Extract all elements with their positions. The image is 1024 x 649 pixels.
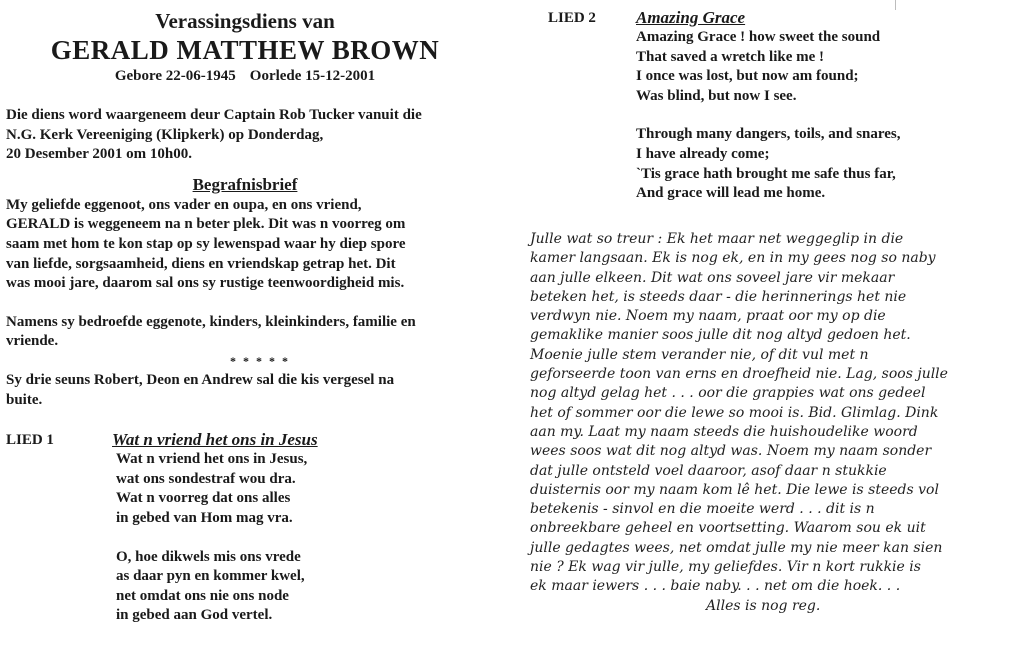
poem-line: kamer langsaan. Ek is nog ek, en in my gees nog so naby bbox=[530, 250, 936, 267]
poem-line: julle gedagtes wees, net omdat julle my nie meer kan sien bbox=[530, 539, 943, 556]
poem-line: aan my. Laat my naam steeds die huishoudelike woord bbox=[530, 423, 918, 440]
hymn-line: as daar pyn en kommer kwel, bbox=[116, 568, 305, 585]
letter-line: van liefde, sorgsaamheid, diens en vriendskap getrap het. Dit bbox=[6, 255, 396, 272]
poem-line: wees soos wat dit nog altyd was. Noem my naam sonder bbox=[530, 443, 932, 460]
mourners-note bbox=[6, 313, 484, 352]
pallbearers-line: buite. bbox=[6, 391, 43, 408]
section-divider: * * * * * bbox=[230, 353, 290, 368]
hymn-line: in gebed aan God vertel. bbox=[116, 607, 273, 624]
poem-line: onbreekbare geheel en voortsetting. Waarom sou ek uit bbox=[530, 520, 926, 537]
poem-line: het of sommer oor die lewe so mooi is. Bid. Glimlag. Dink bbox=[530, 404, 939, 421]
hymn-line: And grace will lead me home. bbox=[636, 185, 826, 202]
hymn-1-body bbox=[110, 430, 484, 626]
poem-line: Moenie julle stem verander nie, of dit vul met n bbox=[530, 346, 869, 363]
hymn-line: That saved a wretch like me ! bbox=[636, 48, 825, 65]
service-details bbox=[6, 106, 484, 165]
letter-title: Begrafnisbrief bbox=[192, 174, 298, 194]
poem-line: nie ? Ek wag vir julle, my geliefdes. Vir n kort rukkie is bbox=[530, 559, 921, 576]
funeral-letter bbox=[6, 196, 484, 294]
hymn-2-verse-1 bbox=[636, 28, 1018, 106]
hymn-line: `Tis grace hath brought me safe thus far, bbox=[636, 165, 896, 182]
hymn-line: Wat n voorreg dat ons alles bbox=[116, 490, 291, 507]
hymn-2-title: Amazing Grace bbox=[636, 8, 746, 27]
hymn-1-title: Wat n vriend het ons in Jesus bbox=[112, 430, 318, 450]
poem-line: betekenis - sinvol en die moeite werd . . . dit is n bbox=[530, 501, 875, 518]
service-heading: Verassingsdiens van bbox=[155, 9, 335, 33]
poem-line: geforseerde toon van erns en droefheid nie. Lag, soos julle bbox=[530, 366, 948, 383]
deceased-name: GERALD MATTHEW BROWN bbox=[50, 35, 440, 65]
hymn-1-label: LIED 1 bbox=[6, 432, 54, 449]
mourners-line: vriende. bbox=[6, 333, 59, 350]
hymn-1-verse-2 bbox=[116, 548, 484, 626]
hymn-line: wat ons sondestraf wou dra. bbox=[116, 470, 296, 487]
hymn-2 bbox=[530, 8, 1018, 204]
hymn-1 bbox=[6, 430, 484, 626]
life-dates bbox=[6, 66, 484, 86]
hymn-line: I have already come; bbox=[636, 145, 770, 162]
hymn-2-verse-2 bbox=[636, 125, 1018, 203]
poem-line: duisternis oor my naam kom lê het. Die lewe is steeds vol bbox=[530, 481, 939, 498]
mourners-line: Namens sy bedroefde eggenote, kinders, kleinkinders, familie en bbox=[6, 313, 416, 330]
farewell-poem bbox=[530, 230, 1018, 616]
poem-line: beteken het, is steeds daar - die herinnerings het nie bbox=[530, 288, 907, 305]
hymn-line: net omdat ons nie ons node bbox=[116, 587, 289, 604]
hymn-1-verse-1 bbox=[116, 450, 484, 528]
left-column bbox=[6, 8, 484, 626]
letter-line: was mooi jare, daarom sal ons sy rustige teenwoordigheid mis. bbox=[6, 275, 405, 292]
hymn-2-label: LIED 2 bbox=[548, 10, 596, 26]
service-line: N.G. Kerk Vereeniging (Klipkerk) op Donderdag, bbox=[6, 126, 324, 143]
service-line: 20 Desember 2001 om 10h00. bbox=[6, 146, 192, 163]
hymn-line: in gebed van Hom mag vra. bbox=[116, 509, 293, 526]
hymn-line: Wat n vriend het ons in Jesus, bbox=[116, 451, 308, 468]
letter-line: My geliefde eggenoot, ons vader en oupa, en ons vriend, bbox=[6, 196, 362, 213]
service-line: Die diens word waargeneem deur Captain Rob Tucker vanuit die bbox=[6, 107, 422, 123]
poem-line: aan julle elkeen. Dit wat ons soveel jare vir mekaar bbox=[530, 269, 895, 286]
poem-closing: Alles is nog reg. bbox=[706, 597, 821, 614]
pallbearers-line: Sy drie seuns Robert, Deon en Andrew sal die kis vergesel na bbox=[6, 371, 395, 388]
hymn-2-body bbox=[636, 8, 1018, 204]
poem-line: nog altyd gelag het . . . oor die grappies wat ons gedeel bbox=[530, 385, 926, 402]
death-date: Oorlede 15-12-2001 bbox=[249, 68, 376, 84]
poem-line: gemaklike manier soos julle dit nog altyd gedoen het. bbox=[530, 327, 911, 344]
birth-date: Gebore 22-06-1945 bbox=[114, 68, 236, 84]
letter-line: saam met hom te kon stap op sy lewenspad waar hy diep spore bbox=[6, 235, 406, 252]
poem-line: verdwyn nie. Noem my naam, praat oor my op die bbox=[530, 308, 886, 325]
poem-line: ek maar iewers . . . baie naby. . . net om die hoek. . . bbox=[530, 578, 901, 595]
right-column bbox=[530, 8, 1018, 614]
hymn-line: O, hoe dikwels mis ons vrede bbox=[116, 548, 301, 565]
hymn-line: Amazing Grace ! how sweet the sound bbox=[636, 29, 881, 45]
hymn-line: Through many dangers, toils, and snares, bbox=[636, 126, 901, 143]
poem-line: dat julle ontsteld voel daaroor, asof daar n stukkie bbox=[530, 462, 887, 479]
letter-line: GERALD is weggeneem na n beter plek. Dit was n voorreg om bbox=[6, 216, 406, 233]
hymn-line: Was blind, but now I see. bbox=[636, 87, 797, 104]
pallbearers-note bbox=[6, 371, 484, 410]
poem-line: Julle wat so treur : Ek het maar net weggeglip in die bbox=[530, 231, 904, 247]
hymn-line: I once was lost, but now am found; bbox=[636, 68, 859, 85]
